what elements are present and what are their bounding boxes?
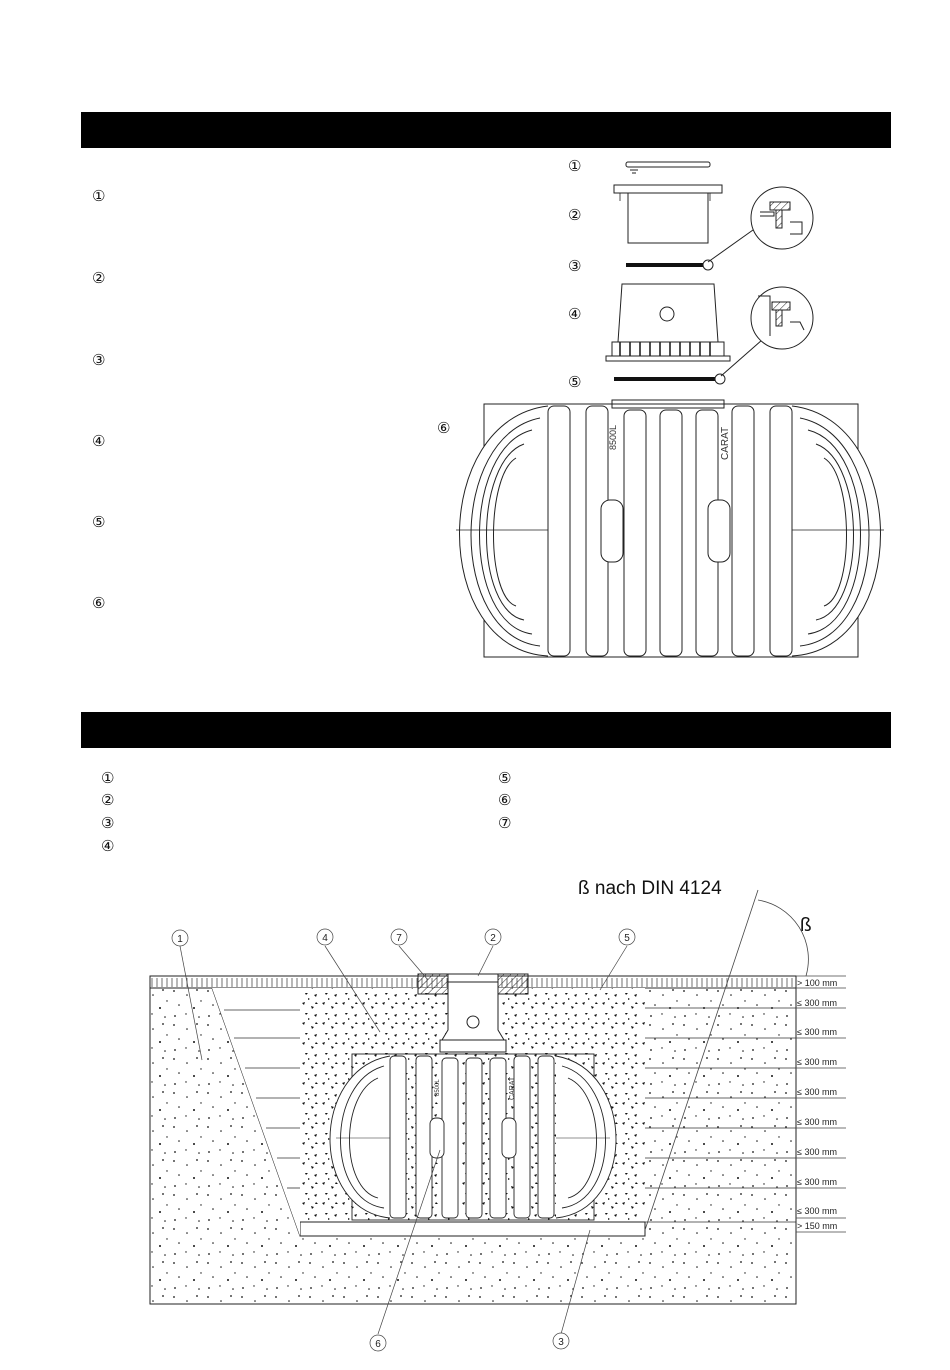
callout-5: 5 (624, 933, 630, 944)
dim-label-3: ≤ 300 mm (797, 1057, 837, 1067)
exploded-marker-6: ⑥ (437, 419, 451, 437)
list-marker-6: ⑥ (92, 594, 106, 612)
dim-label-8: ≤ 300 mm (797, 1206, 837, 1216)
dim-label-9: > 150 mm (797, 1221, 838, 1231)
install-list-marker-1: ① (101, 769, 115, 787)
dim-label-5: ≤ 300 mm (797, 1117, 837, 1127)
tank-volume-label: 8500L (608, 424, 618, 450)
list-marker-3: ③ (92, 351, 106, 369)
installed-tank-brand-label: CARAT (509, 1076, 516, 1100)
install-list-marker-3: ③ (101, 814, 115, 832)
install-list-marker-4: ④ (101, 837, 115, 855)
install-list-marker-7: ⑦ (498, 814, 512, 832)
angle-symbol: ß (800, 915, 812, 936)
exploded-marker-2: ② (568, 206, 582, 224)
callout-7: 7 (396, 933, 402, 944)
exploded-marker-1: ① (568, 157, 582, 175)
dim-label-4: ≤ 300 mm (797, 1087, 837, 1097)
callout-3: 3 (558, 1337, 564, 1348)
exploded-marker-3: ③ (568, 257, 582, 275)
callout-2: 2 (490, 933, 496, 944)
list-marker-2: ② (92, 269, 106, 287)
dimension-ticks (796, 976, 846, 1232)
exploded-marker-5: ⑤ (568, 373, 582, 391)
list-marker-4: ④ (92, 432, 106, 450)
install-list-marker-6: ⑥ (498, 791, 512, 809)
dim-label-2: ≤ 300 mm (797, 1027, 837, 1037)
dim-label-0: > 100 mm (797, 978, 838, 988)
callout-1: 1 (177, 934, 183, 945)
callout-4: 4 (322, 933, 328, 944)
install-list-marker-2: ② (101, 791, 115, 809)
tank-brand-label: CARAT (720, 426, 731, 460)
exploded-marker-4: ④ (568, 305, 582, 323)
installed-tank (330, 1054, 616, 1220)
list-marker-5: ⑤ (92, 513, 106, 531)
install-list-marker-5: ⑤ (498, 769, 512, 787)
list-marker-1: ① (92, 187, 106, 205)
angle-note: ß nach DIN 4124 (578, 878, 722, 899)
installed-tank-volume-label: 8500L (435, 1079, 441, 1096)
callout-6: 6 (375, 1339, 381, 1350)
bedding-layer (300, 1222, 645, 1236)
dim-label-6: ≤ 300 mm (797, 1147, 837, 1157)
dim-label-7: ≤ 300 mm (797, 1177, 837, 1187)
dim-label-1: ≤ 300 mm (797, 998, 837, 1008)
